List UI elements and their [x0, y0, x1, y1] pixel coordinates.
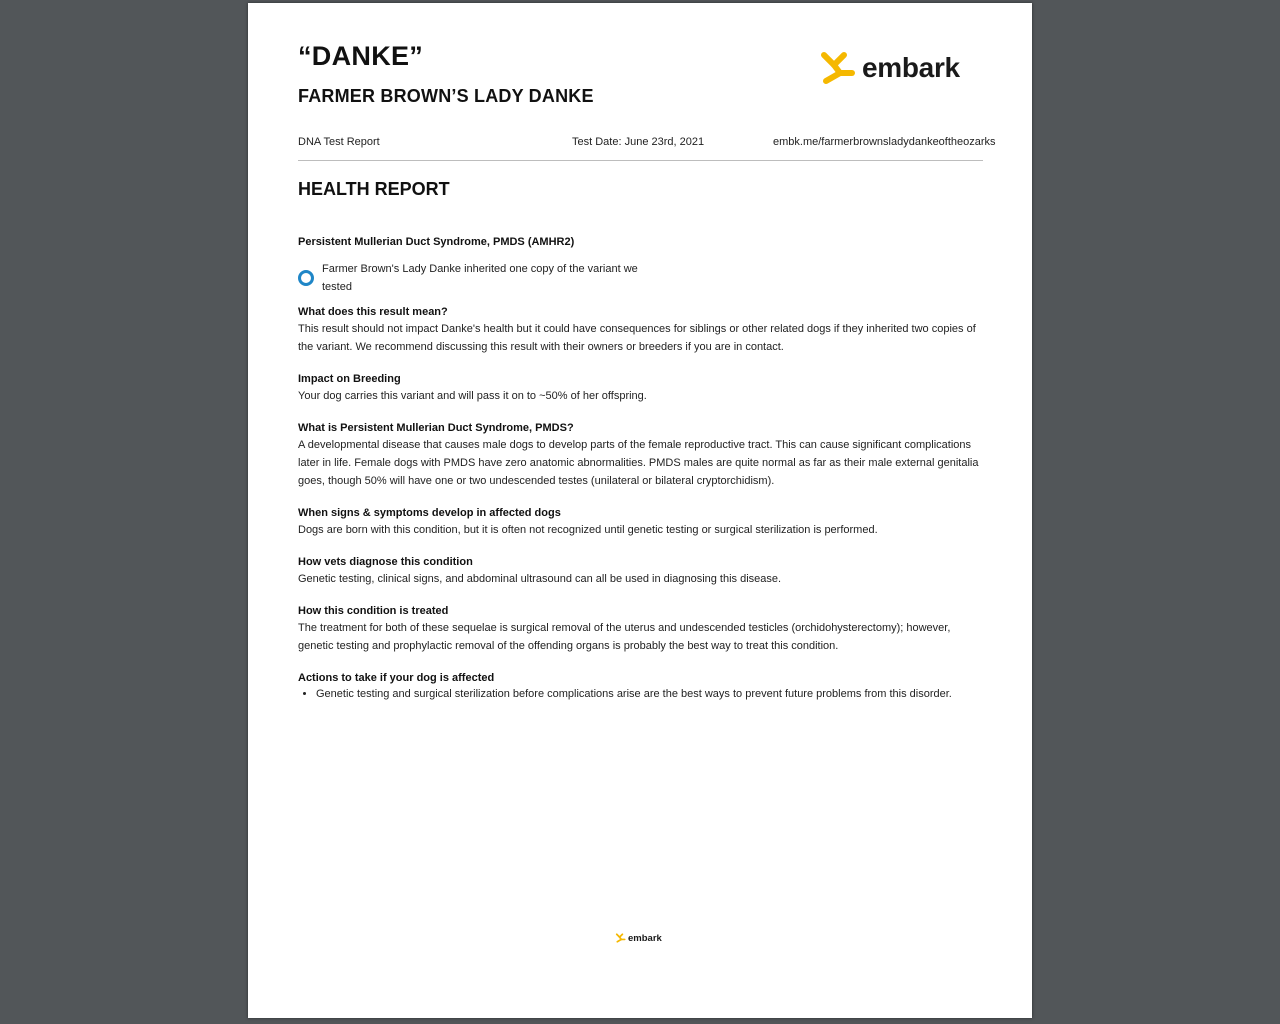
info-block-breeding: [298, 371, 988, 405]
block-heading: Actions to take if your dog is affected: [298, 672, 495, 684]
block-heading: How vets diagnose this condition: [298, 556, 473, 568]
block-heading: What is Persistent Mullerian Duct Syndrome, PMDS?: [298, 422, 574, 434]
actions-list: [298, 686, 988, 703]
footer-logo: [615, 932, 662, 944]
dog-name: “DANKE”: [298, 41, 424, 71]
block-heading: Impact on Breeding: [298, 373, 401, 385]
section-title: HEALTH REPORT: [298, 179, 450, 199]
pdf-page: [248, 3, 1032, 1018]
info-block-symptoms: [298, 505, 988, 539]
embark-logo: [818, 43, 960, 93]
info-block-what-is: [298, 420, 988, 490]
report-content: [298, 304, 988, 718]
embark-logo-icon: [818, 47, 860, 89]
report-type: DNA Test Report: [298, 136, 380, 148]
info-block-actions: [298, 670, 988, 703]
info-block-diagnosis: [298, 554, 988, 588]
block-heading: When signs & symptoms develop in affected dogs: [298, 507, 561, 519]
header-divider: [298, 160, 983, 161]
block-body: This result should not impact Danke's health but it could have consequences for siblings or other related dogs if they inherited two copies of the variant. We recommend discussing this result with their owners or breeders if you are in contact.: [298, 323, 976, 353]
block-heading: What does this result mean?: [298, 306, 448, 318]
condition-title: Persistent Mullerian Duct Syndrome, PMDS (AMHR2): [298, 236, 575, 248]
block-body: Dogs are born with this condition, but it is often not recognized until genetic testing or surgical sterilization is performed.: [298, 524, 878, 536]
list-item: • Genetic testing and surgical sterilization before complications arise are the best ways to prevent future problems from this disorder.: [316, 686, 988, 703]
info-block-result-meaning: [298, 304, 988, 356]
test-date: Test Date: June 23rd, 2021: [572, 136, 705, 148]
report-meta-row: [298, 136, 1014, 150]
block-body: The treatment for both of these sequelae is surgical removal of the uterus and undescended testicles (orchidohysterectomy); however, genetic testing and prophylactic removal of the offending organs is probably the best way to treat this condition.: [298, 622, 951, 652]
result-summary: Farmer Brown's Lady Danke inherited one copy of the variant we tested: [322, 263, 638, 293]
logo-wordmark: embark: [862, 52, 960, 83]
info-block-treatment: [298, 603, 988, 655]
registered-name: FARMER BROWN’S LADY DANKE: [298, 86, 594, 106]
block-body: A developmental disease that causes male dogs to develop parts of the female reproductive tract. This can cause significant complications later in life. Female dogs with PMDS have zero anatomic abnormalities. PMDS males are quite normal as far as their male external genitalia goes, though 50% will have one or two undescended testes (unilateral or bilateral cryptorchidism).: [298, 439, 979, 487]
embark-logo-icon: [615, 932, 627, 944]
block-body: Genetic testing, clinical signs, and abdominal ultrasound can all be used in diagnosing this disease.: [298, 573, 782, 585]
carrier-ring-icon: [298, 270, 314, 286]
block-heading: How this condition is treated: [298, 605, 449, 617]
profile-link[interactable]: embk.me/farmerbrownsladydankeoftheozarks: [773, 136, 996, 148]
footer-wordmark: embark: [628, 932, 662, 944]
block-body: Your dog carries this variant and will pass it on to ~50% of her offspring.: [298, 390, 647, 402]
